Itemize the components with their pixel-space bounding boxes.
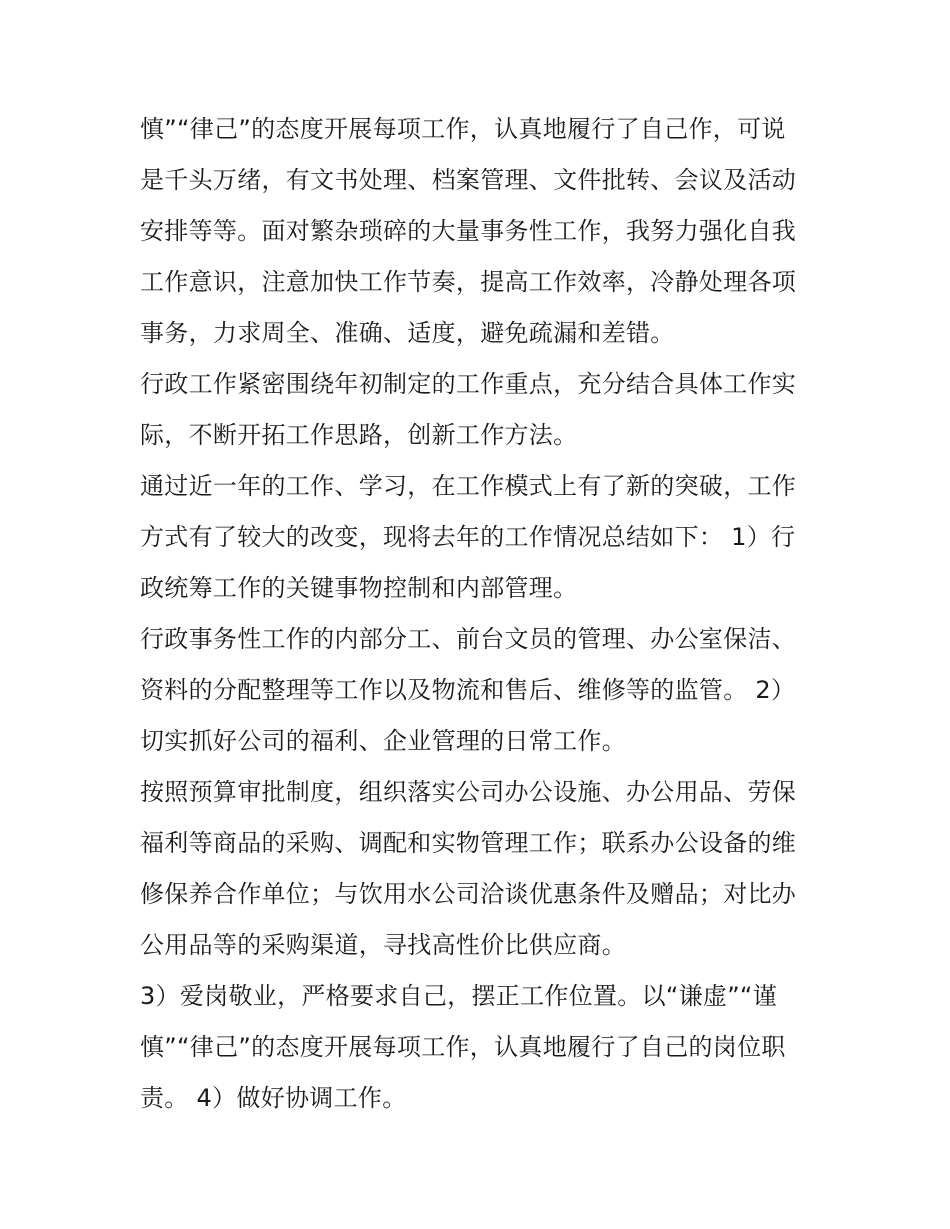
text-line: 方式有了较大的改变，现将去年的工作情况总结如下： 1）行 (140, 523, 796, 551)
text-line: 按照预算审批制度，组织落实公司办公设施、办公用品、劳保 (140, 778, 797, 806)
text-line: 政统筹工作的关键事物控制和内部管理。 (140, 574, 578, 602)
paragraph-3 (140, 461, 820, 614)
document-body (140, 104, 820, 1124)
paragraph-6 (140, 971, 820, 1124)
text-line: 切实抓好公司的福利、企业管理的日常工作。 (140, 727, 626, 755)
text-line: 事务，力求周全、准确、适度，避免疏漏和差错。 (140, 319, 675, 347)
text-line: 工作意识，注意加快工作节奏，提高工作效率，冷静处理各项 (140, 268, 797, 296)
text-line: 慎”“律己”的态度开展每项工作，认真地履行了自己的岗位职 (140, 1033, 786, 1061)
text-line: 公用品等的采购渠道，寻找高性价比供应商。 (140, 931, 626, 959)
text-line: 慎”“律己”的态度开展每项工作，认真地履行了自己作，可说 (140, 115, 786, 143)
text-line: 福利等商品的采购、调配和实物管理工作；联系办公设备的维 (140, 829, 797, 857)
text-line: 责。 4）做好协调工作。 (140, 1084, 407, 1112)
text-line: 行政事务性工作的内部分工、前台文员的管理、办公室保洁、 (140, 625, 797, 653)
text-line: 通过近一年的工作、学习，在工作模式上有了新的突破，工作 (140, 472, 797, 500)
paragraph-1 (140, 104, 820, 359)
text-line: 安排等等。面对繁杂琐碎的大量事务性工作，我努力强化自我 (140, 217, 797, 245)
text-line: 修保养合作单位；与饮用水公司洽谈优惠条件及赠品；对比办 (140, 880, 797, 908)
paragraph-5 (140, 767, 820, 971)
text-line: 资料的分配整理等工作以及物流和售后、维修等的监管。 2） (140, 676, 796, 704)
text-line: 际，不断开拓工作思路，创新工作方法。 (140, 421, 578, 449)
text-line: 是千头万绪，有文书处理、档案管理、文件批转、会议及活动 (140, 166, 797, 194)
text-line: 行政工作紧密围绕年初制定的工作重点，充分结合具体工作实 (140, 370, 797, 398)
paragraph-2 (140, 359, 820, 461)
text-line: 3）爱岗敬业，严格要求自己，摆正工作位置。以“谦虚”“谨 (140, 982, 777, 1010)
paragraph-4 (140, 614, 820, 767)
